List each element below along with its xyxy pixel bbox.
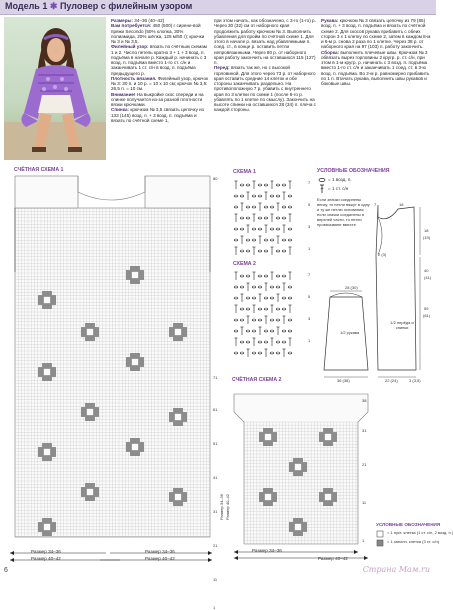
- scheme2-title: СХЕМА 2: [233, 261, 256, 267]
- chain-symbol: [282, 206, 286, 208]
- vert-size2-label: Размер 40–42: [225, 494, 230, 520]
- chain-symbol: [234, 206, 238, 208]
- chain-symbol: [258, 341, 262, 343]
- text-column-1: [111, 18, 209, 166]
- chain-symbol: [288, 286, 292, 288]
- back-label: 1/2 перёда и спинки: [390, 320, 414, 330]
- chain-symbol: [246, 330, 250, 332]
- chain-symbol: [288, 206, 292, 208]
- chain-symbol: [282, 217, 286, 219]
- paragraph-text: 450 (500) г сирене-вой пряжи Secondo (50% хлопка, 30% полиамида, 20% шёлка, 125 м/50 г); крючки № 3 и № 3,5.: [111, 23, 205, 44]
- dim-bottom-b: 3 (3,5): [409, 378, 421, 383]
- chain-symbol: [276, 184, 280, 186]
- scheme-row-number: 5: [308, 202, 311, 207]
- model-label: Модель 1: [5, 1, 48, 11]
- scheme2-diagram: [232, 266, 312, 366]
- chart1-row-number: 21: [213, 543, 218, 548]
- sleeve-size2-label: Размер 40–42: [318, 556, 348, 561]
- paragraph-heading: Спинка:: [111, 107, 130, 113]
- size2-left-label: Размер 40–42: [31, 556, 61, 561]
- chain-symbol: [252, 297, 256, 299]
- size1-left-label: Размер 34–36: [31, 549, 61, 554]
- chain-symbol: [282, 308, 286, 310]
- paragraph-text: при этом начать, как обозначено, с 3-го (1-го) р. Через 30 (32) см от наборного края продолжить работу крючком № 3. Выполнить убавления для пройм по счётной схеме 1. Для этого в начале р. вязать над убавляемыми п. соед. ст., в конце р. оставить петли непровязанными. Через 80 р. от наборного края работу закончить на оставшихся 115 (127) п.: [214, 18, 316, 65]
- chain-symbol: [240, 275, 244, 277]
- chain-symbol: [282, 184, 286, 186]
- col2-paragraph: [214, 18, 316, 65]
- chain-symbol: [282, 250, 286, 252]
- col3-paragraph: [321, 50, 431, 87]
- dim-top2: 18: [399, 202, 404, 207]
- chain-symbol: [288, 352, 292, 354]
- chain-symbol: [240, 352, 244, 354]
- chain-symbol: [258, 308, 262, 310]
- chain-symbol: [282, 239, 286, 241]
- dim-sleeve-bottom: 36 (38): [337, 378, 350, 383]
- sleeve-label: 1/2 рукава: [340, 330, 360, 335]
- col1-paragraph: [111, 23, 209, 44]
- chart2-title: СЧЁТНАЯ СХЕМА 2: [232, 377, 282, 383]
- chain-symbol: [252, 352, 256, 354]
- scheme1-title: СХЕМА 1: [233, 169, 256, 175]
- chain-symbol: [252, 319, 256, 321]
- chain-symbol: [240, 341, 244, 343]
- dim-bottom: 22 (24): [385, 378, 398, 383]
- chain-symbol: [288, 228, 292, 230]
- scheme-row-number: 5: [308, 294, 311, 299]
- watermark: Страна Мам.ru: [362, 565, 430, 574]
- col2-paragraph: [214, 65, 316, 112]
- pattern-title: Пуловер с филейным узором: [59, 1, 193, 11]
- legend-dc: = 1 ст. с/н: [328, 186, 349, 191]
- chart1-row-number: 41: [213, 475, 218, 480]
- chain-symbol: [276, 217, 280, 219]
- chain-symbol: [246, 275, 250, 277]
- chain-symbol: [264, 275, 268, 277]
- chain-symbol: [234, 319, 238, 321]
- garment-schematic: [316, 195, 436, 395]
- paragraph-text: вязать так же, но с высокой горловиной. Для этого через 73 р. от наборного края оставить средние 14 клеток и обе стороны заканчивать раздельно. На противоположную 7 р. убавить с внутреннего края по 3 клетки по схеме 1 (после 6-го р. убавлять по 1 клетке по смыслу). Закончить на высоте спинки на оставшихся 28 (34) п. плеча с каждой стороны.: [214, 65, 316, 113]
- scheme1-diagram: [232, 175, 312, 260]
- dim-right3: 59: [424, 306, 429, 311]
- legend-chain: = 1 возд. п.: [328, 177, 352, 182]
- dim-right-b: (19): [423, 235, 431, 240]
- scheme-row-number: 3: [308, 224, 311, 229]
- chain-symbol: [270, 286, 274, 288]
- chain-symbol: [258, 319, 262, 321]
- chain-symbol: [246, 341, 250, 343]
- scheme-row-number: 7: [308, 180, 311, 185]
- chain-symbol: [270, 319, 274, 321]
- chain-symbol: [258, 250, 262, 252]
- chain-symbol: [270, 239, 274, 241]
- legend2-empty: = 1 пуст. клетка (1 ст. с/н, 2 возд. п.): [387, 530, 453, 535]
- chart1-title: СЧЁТНАЯ СХЕМА 1: [14, 167, 64, 173]
- chart2-row-number: 11: [362, 500, 367, 505]
- chain-symbol: [288, 195, 292, 197]
- chart1-row-number: 1: [213, 605, 216, 610]
- chain-symbol: [252, 228, 256, 230]
- chain-symbol: [270, 228, 274, 230]
- col1-paragraph: [111, 76, 209, 92]
- chain-symbol: [252, 206, 256, 208]
- chain-symbol: [240, 308, 244, 310]
- legend2-title: УСЛОВНЫЕ ОБОЗНАЧЕНИЯ: [376, 522, 441, 527]
- chart2-grid: [228, 382, 378, 562]
- col1-paragraph: [111, 44, 209, 76]
- chain-symbol: [234, 228, 238, 230]
- paragraph-text: крючком № 3 связать цепочку из 79 (85) возд. п. + 3 возд. п. подъёма и вязать по счётной схеме 2. Для скосов рукава прибавить с обеих сторон 3 х 1 клетку по схеме 2, затем в каждом 8-м и 6-м р. снова 2 раза по 1 клетке. Через 38 р. от наборного края на 97 (103) п. работу закончить.: [321, 18, 431, 50]
- chain-symbol: [246, 308, 250, 310]
- chart1-row-number: 71: [213, 375, 218, 380]
- chain-symbol: [276, 195, 280, 197]
- size2-right-label: Размер 40–42: [145, 556, 175, 561]
- chain-symbol: [264, 206, 268, 208]
- legend-note: Если значки соединены внизу, то петли вяжут в одну и ту же петлю основания; если значки соединены в верхней части, то петли провязывают вместе.: [317, 197, 370, 227]
- chain-symbol: [252, 286, 256, 288]
- chart1-grid: [0, 172, 230, 564]
- chain-symbol: [246, 184, 250, 186]
- paragraph-heading: Сборка:: [321, 49, 340, 55]
- chain-symbol: [234, 239, 238, 241]
- chain-symbol: [240, 319, 244, 321]
- chain-symbol: [264, 308, 268, 310]
- size1-right-label: Размер 34–36: [145, 549, 175, 554]
- chain-symbol: [246, 206, 250, 208]
- chain-symbol: [270, 297, 274, 299]
- dim-mid: 2 (3): [378, 252, 387, 257]
- chain-symbol: [264, 297, 268, 299]
- chain-symbol: [246, 250, 250, 252]
- text-column-2: [214, 18, 316, 166]
- chain-symbol: [234, 195, 238, 197]
- chain-symbol: [252, 195, 256, 197]
- chain-symbol: [258, 228, 262, 230]
- chain-symbol: [252, 330, 256, 332]
- legend1-title: УСЛОВНЫЕ ОБОЗНАЧЕНИЯ: [317, 168, 390, 174]
- chain-symbol: [264, 250, 268, 252]
- paragraph-heading: Вам потребуется:: [111, 23, 152, 29]
- chain-symbol: [240, 217, 244, 219]
- chain-symbol: [288, 297, 292, 299]
- chain-symbol: [240, 195, 244, 197]
- chain-symbol: [258, 275, 262, 277]
- chain-symbol: [276, 250, 280, 252]
- page-title: [5, 1, 192, 12]
- chain-symbol: [270, 352, 274, 354]
- col1-paragraph: [111, 92, 209, 108]
- chart2-row-number: 21: [362, 462, 367, 467]
- chain-symbol: [246, 297, 250, 299]
- col1-paragraph: [111, 107, 209, 123]
- paragraph-text: крючком № 3,5 связать цепочку из 133 (145) возд. п. + 3 возд. п. подъёма и вязать по счётной схеме 1,: [111, 107, 204, 123]
- chain-symbol: [264, 330, 268, 332]
- legend2-symbols: [376, 530, 386, 548]
- chain-symbol: [252, 239, 256, 241]
- chart1-row-number: 61: [213, 407, 218, 412]
- chain-symbol: [270, 330, 274, 332]
- chain-symbol: [258, 286, 262, 288]
- dim-sleeve-top: 28 (30): [345, 285, 358, 290]
- chain-symbol: [234, 352, 238, 354]
- chain-symbol: [282, 275, 286, 277]
- chain-symbol: [270, 195, 274, 197]
- text-column-3: [321, 18, 431, 120]
- chain-symbol: [282, 330, 286, 332]
- chain-symbol: [288, 239, 292, 241]
- chain-symbol: [234, 286, 238, 288]
- chain-symbol: [264, 217, 268, 219]
- chain-symbol: [276, 319, 280, 321]
- paragraph-text: 34–36 (40–42): [133, 18, 165, 23]
- paragraph-heading: Внимание!: [111, 91, 136, 97]
- chart1-row-number: 11: [213, 577, 218, 582]
- sleeve-size1-label: Размер 34–36: [252, 548, 282, 553]
- chart2-row-number: 1: [362, 538, 365, 543]
- chart2-row-number: 38: [362, 398, 367, 403]
- chain-symbol: [288, 319, 292, 321]
- chain-symbol: [258, 195, 262, 197]
- dim-right2: 40: [424, 268, 429, 273]
- chain-symbol: [246, 239, 250, 241]
- chain-symbol: [276, 228, 280, 230]
- chain-symbol: [258, 352, 262, 354]
- chain-symbol: [264, 184, 268, 186]
- chain-symbol: [258, 184, 262, 186]
- paragraph-heading: Плотность вязания.: [111, 75, 157, 81]
- chain-symbol: [276, 286, 280, 288]
- paragraph-heading: Рукава:: [321, 18, 339, 23]
- chain-symbol: [234, 297, 238, 299]
- chain-symbol: [240, 228, 244, 230]
- col3-paragraph: [321, 18, 431, 50]
- chain-symbol: [240, 250, 244, 252]
- paragraph-text: Филейный узор, крючок № 3: 30 п. и 10 р. = 10 х 10 см; крючок № 3,5: 26,5 п. = 10 см.: [111, 75, 209, 92]
- chart1-row-number: 51: [213, 441, 218, 446]
- dim-top: 7: [374, 202, 377, 207]
- page-number: 6: [4, 567, 8, 574]
- chart1-row-number: 31: [213, 509, 218, 514]
- chain-symbol: [270, 206, 274, 208]
- chain-symbol: [276, 308, 280, 310]
- header-bar: [0, 0, 436, 15]
- model-photo: [4, 17, 106, 160]
- chain-symbol: [240, 184, 244, 186]
- scheme-row-number: 7: [308, 272, 311, 277]
- chain-symbol: [234, 330, 238, 332]
- star-icon: ✱: [49, 1, 58, 11]
- chain-symbol: [282, 297, 286, 299]
- scheme-row-number: 1: [308, 338, 311, 343]
- paragraph-text: вязать по счётным схемам 1 и 2. Число петель кратно 3 + 1 + 3 возд. п. подъёма в начале р. Каждый р. начинать с 3 возд. п. подъёма вместо 1-го ст. с/н и заканчивать 1 ст. с/н в возд. п. подъёма предыдущего р.: [111, 44, 207, 76]
- dim-right: 18: [424, 228, 429, 233]
- chain-symbol: [282, 341, 286, 343]
- paragraph-heading: Филейный узор:: [111, 44, 149, 50]
- scheme-row-number: 3: [308, 316, 311, 321]
- paragraph-heading: Перед:: [214, 65, 230, 71]
- chart2-row-number: 31: [362, 428, 367, 433]
- chain-symbol: [258, 217, 262, 219]
- chain-symbol: [264, 239, 268, 241]
- dim-right3-b: (61): [423, 313, 431, 318]
- chain-symbol: [276, 275, 280, 277]
- chain-symbol: [264, 341, 268, 343]
- chain-symbol: [288, 330, 292, 332]
- chain-symbol: [276, 341, 280, 343]
- paragraph-text: выполнить плечевые швы. Крючком № 3 обвязать вырез горловины 2 кругр. р. ст. с/н, при этом в 1-м кругр. р. начинать с 3 возд. п. подъёма вместо 1-го ст. с/н и заканчивать 1 соед. ст. в 3-ю возд. п. подъёма. Во 2-м р. равномерно прибавить по 1 п. Втачать рукава, выполнить швы рукавов и боковые швы.: [321, 49, 430, 86]
- dim-right2-b: (41): [424, 275, 432, 280]
- chain-symbol: [246, 217, 250, 219]
- scheme-row-number: 1: [308, 246, 311, 251]
- chart1-row-number: 80: [213, 176, 218, 181]
- paragraph-text: На выкройке скос спереди и на спинке получается из-за разной плотности вязки крючками.: [111, 91, 204, 107]
- paragraph-heading: Размеры:: [111, 18, 133, 23]
- chain-symbol: [276, 352, 280, 354]
- vert-size1-label: Размер 34–36: [219, 494, 224, 520]
- chain-symbol: [240, 286, 244, 288]
- legend2-filled: = 1 заполн. клетка (3 ст. с/н): [387, 539, 440, 544]
